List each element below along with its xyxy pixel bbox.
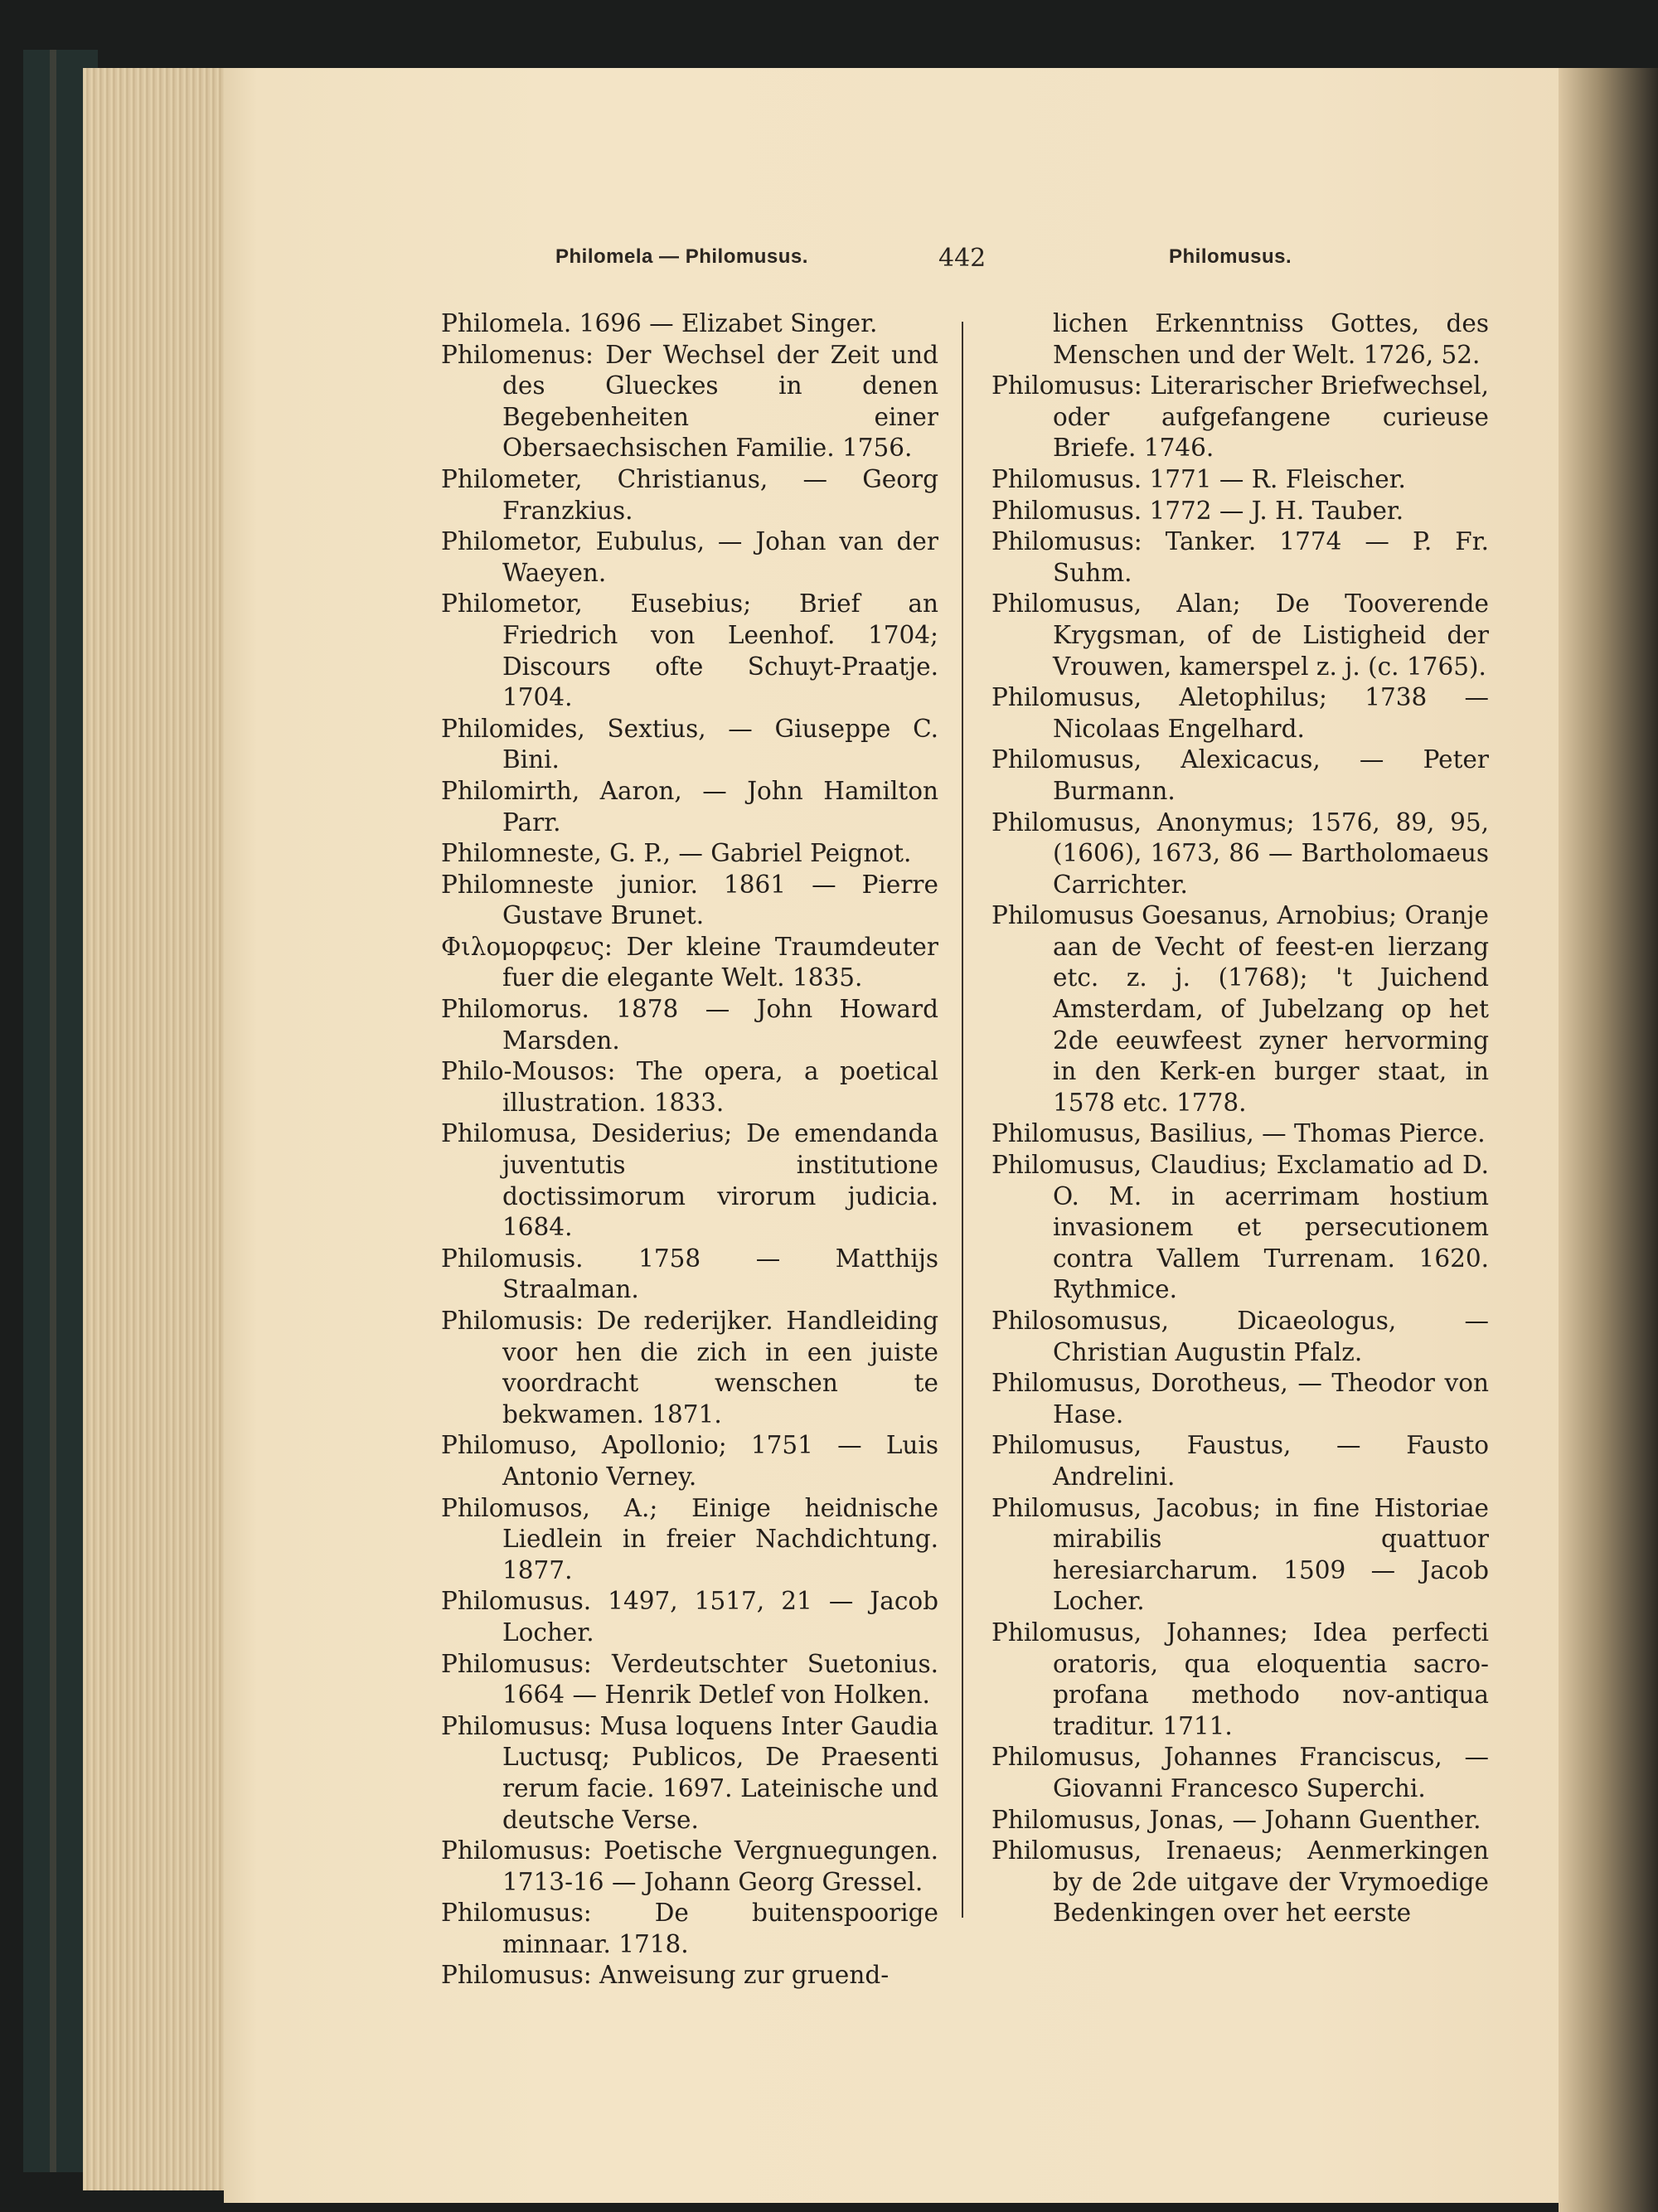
index-entry: Philomusus: Poetische Vergnuegungen. 1713-16 — Johann Georg Gressel. [441,1836,938,1896]
page-gutter [1559,68,1658,2212]
index-entry: Philomusus. 1771 — R. Fleischer. [991,464,1406,493]
column-divider [962,322,963,1918]
index-entry: Philomusos, A.; Einige heidnische Liedlein in freier Nachdichtung. 1877. [441,1493,938,1584]
index-entry: Philomusus, Irenaeus; Aenmerkingen by de 2de uitgave der Vrymoedige Bedenkingen over het eerste [991,1836,1489,1928]
index-entry: Philomusus: Verdeutschter Suetonius. 1664 — Henrik Detlef von Holken. [441,1649,938,1710]
right-column [991,308,1489,1929]
index-entry: Philomusis: De rederijker. Handleiding voor hen die zich in een juiste voordracht wenschen te bekwamen. 1871. [441,1307,938,1429]
index-entry: Philomusus, Jacobus; in fine Historiae mirabilis quattuor heresiarcharum. 1509 — Jacob Locher. [991,1493,1489,1616]
index-entry: Philomides, Sextius, — Giuseppe C. Bini. [441,714,938,774]
page-header [439,245,1368,279]
running-head-right: Philomusus. [1169,245,1292,268]
index-entry: Philomusus, Dorotheus, — Theodor von Hase. [991,1369,1489,1429]
index-entry: Philomusis. 1758 — Matthijs Straalman. [441,1244,938,1304]
index-entry: Philomorus. 1878 — John Howard Marsden. [441,995,938,1055]
index-entry: Philomusus, Basilius, — Thomas Pierce. [991,1119,1486,1148]
index-entry: Philomusus, Claudius; Exclamatio ad D. O. M. in acerrimam hostium invasionem et persecutionem contra Vallem Turrenam. 1620. Rythmice. [991,1151,1489,1304]
page-number: 442 [938,244,987,273]
index-entry: Philomirth, Aaron, — John Hamilton Parr. [441,776,938,837]
index-entry: Philomusus, Alan; De Tooverende Krygsman, of de Listigheid der Vrouwen, kamerspel z. j. (c. 1765). [991,589,1489,681]
index-entry: Philomenus: Der Wechsel der Zeit und des Glueckes in denen Begebenheiten einer Obersaechsischen Familie. 1756. [441,340,938,463]
index-entry: Philomusus, Aletophilus; 1738 — Nicolaas Engelhard. [991,683,1489,743]
book-cover-edge [50,50,56,2172]
index-entry: Philomusus: Anweisung zur gruend- [441,1961,890,1990]
index-entry: Philomusus. 1772 — J. H. Tauber. [991,496,1404,525]
index-entry: Φιλομορφευς: Der kleine Traumdeuter fuer die elegante Welt. 1835. [441,932,938,992]
index-entry: Philomusus, Johannes Franciscus, — Giovanni Francesco Superchi. [991,1743,1489,1802]
index-entry: Philometor, Eubulus, — Johan van der Waeyen. [441,527,938,587]
index-entry: Philomusus, Jonas, — Johann Guenther. [991,1805,1481,1834]
page-edges [83,68,236,2190]
index-entry: Philomusus, Alexicacus, — Peter Burmann. [991,745,1489,805]
index-entry: Philomusus: De buitenspoorige minnaar. 1718. [441,1899,938,1958]
index-entry: Philo-Mousos: The opera, a poetical illustration. 1833. [441,1057,938,1117]
index-entry: Philomusus, Faustus, — Fausto Andrelini. [991,1431,1489,1491]
index-entry: Philomusus: Musa loquens Inter Gaudia Luctusq; Publicos, De Praesenti rerum facie. 1697. Lateinische und deutsche Verse. [441,1711,938,1834]
index-entry: Philomusus: Literarischer Briefwechsel, oder aufgefangene curieuse Briefe. 1746. [991,371,1489,463]
index-entry: Philomela. 1696 — Elizabet Singer. [441,309,878,337]
index-entry: Philometor, Eusebius; Brief an Friedrich von Leenhof. 1704; Discours ofte Schuyt-Praatje. 1704. [441,589,938,712]
index-entry: Philometer, Christianus, — Georg Franzkius. [441,464,938,525]
index-entry: Philomusus: Tanker. 1774 — P. Fr. Suhm. [991,527,1489,587]
index-entry: Philomusus. 1497, 1517, 21 — Jacob Locher. [441,1587,938,1647]
index-entry: Philosomusus, Dicaeologus, — Christian Augustin Pfalz. [991,1307,1489,1366]
running-head-left: Philomela — Philomusus. [555,245,808,268]
index-entry: Philomusus Goesanus, Arnobius; Oranje aan de Vecht of feest-en lierzang etc. z. j. (1768); 't Juichend Amsterdam, of Jubelzang op het 2de eeuwfeest zyner hervorming in den Kerk-en burger staat, in 1578 etc. 1778. [991,901,1489,1117]
index-entry-continuation: lichen Erkenntniss Gottes, des Menschen und der Welt. 1726, 52. [1053,309,1489,369]
index-entry: Philomuso, Apollonio; 1751 — Luis Antonio Verney. [441,1431,938,1491]
index-entry: Philomusus, Johannes; Idea perfecti oratoris, qua eloquentia sacro-profana methodo nov-antiqua traditur. 1711. [991,1618,1489,1740]
left-column [441,308,938,1991]
index-entry: Philomusa, Desiderius; De emendanda juventutis institutione doctissimorum virorum judicia. 1684. [441,1119,938,1242]
index-entry: Philomusus, Anonymus; 1576, 89, 95, (1606), 1673, 86 — Bartholomaeus Carrichter. [991,808,1489,899]
index-entry: Philomneste, G. P., — Gabriel Peignot. [441,839,912,868]
index-entry: Philomneste junior. 1861 — Pierre Gustave Brunet. [441,870,938,930]
